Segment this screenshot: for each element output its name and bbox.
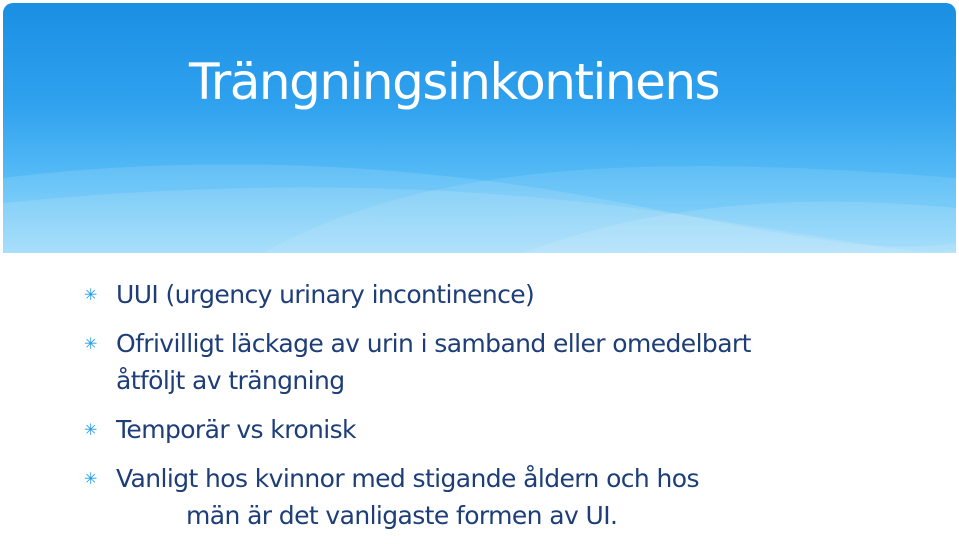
- asterisk-icon: ✳: [84, 420, 97, 439]
- bullet-list: [0, 276, 959, 534]
- slide-title: Trängningsinkontinens: [189, 53, 720, 111]
- banner-wave-decoration: [3, 3, 956, 253]
- title-banner: [3, 3, 956, 253]
- asterisk-icon: ✳: [84, 469, 97, 488]
- bullet-text: UUI (urgency urinary incontinence): [116, 280, 535, 309]
- bullet-item: [0, 325, 959, 399]
- bullet-item: [0, 460, 959, 534]
- bullet-text: Vanligt hos kvinnor med stigande åldern och hos: [116, 464, 699, 493]
- bullet-text: Temporär vs kronisk: [116, 415, 356, 444]
- bullet-text: Ofrivilligt läckage av urin i samband eller omedelbart: [116, 329, 751, 358]
- bullet-text-continuation: åtföljt av trängning: [116, 366, 345, 395]
- asterisk-icon: ✳: [84, 334, 97, 353]
- asterisk-icon: ✳: [84, 285, 97, 304]
- bullet-item: [0, 411, 959, 448]
- bullet-text-continuation: män är det vanligaste formen av UI.: [186, 501, 618, 530]
- bullet-item: [0, 276, 959, 313]
